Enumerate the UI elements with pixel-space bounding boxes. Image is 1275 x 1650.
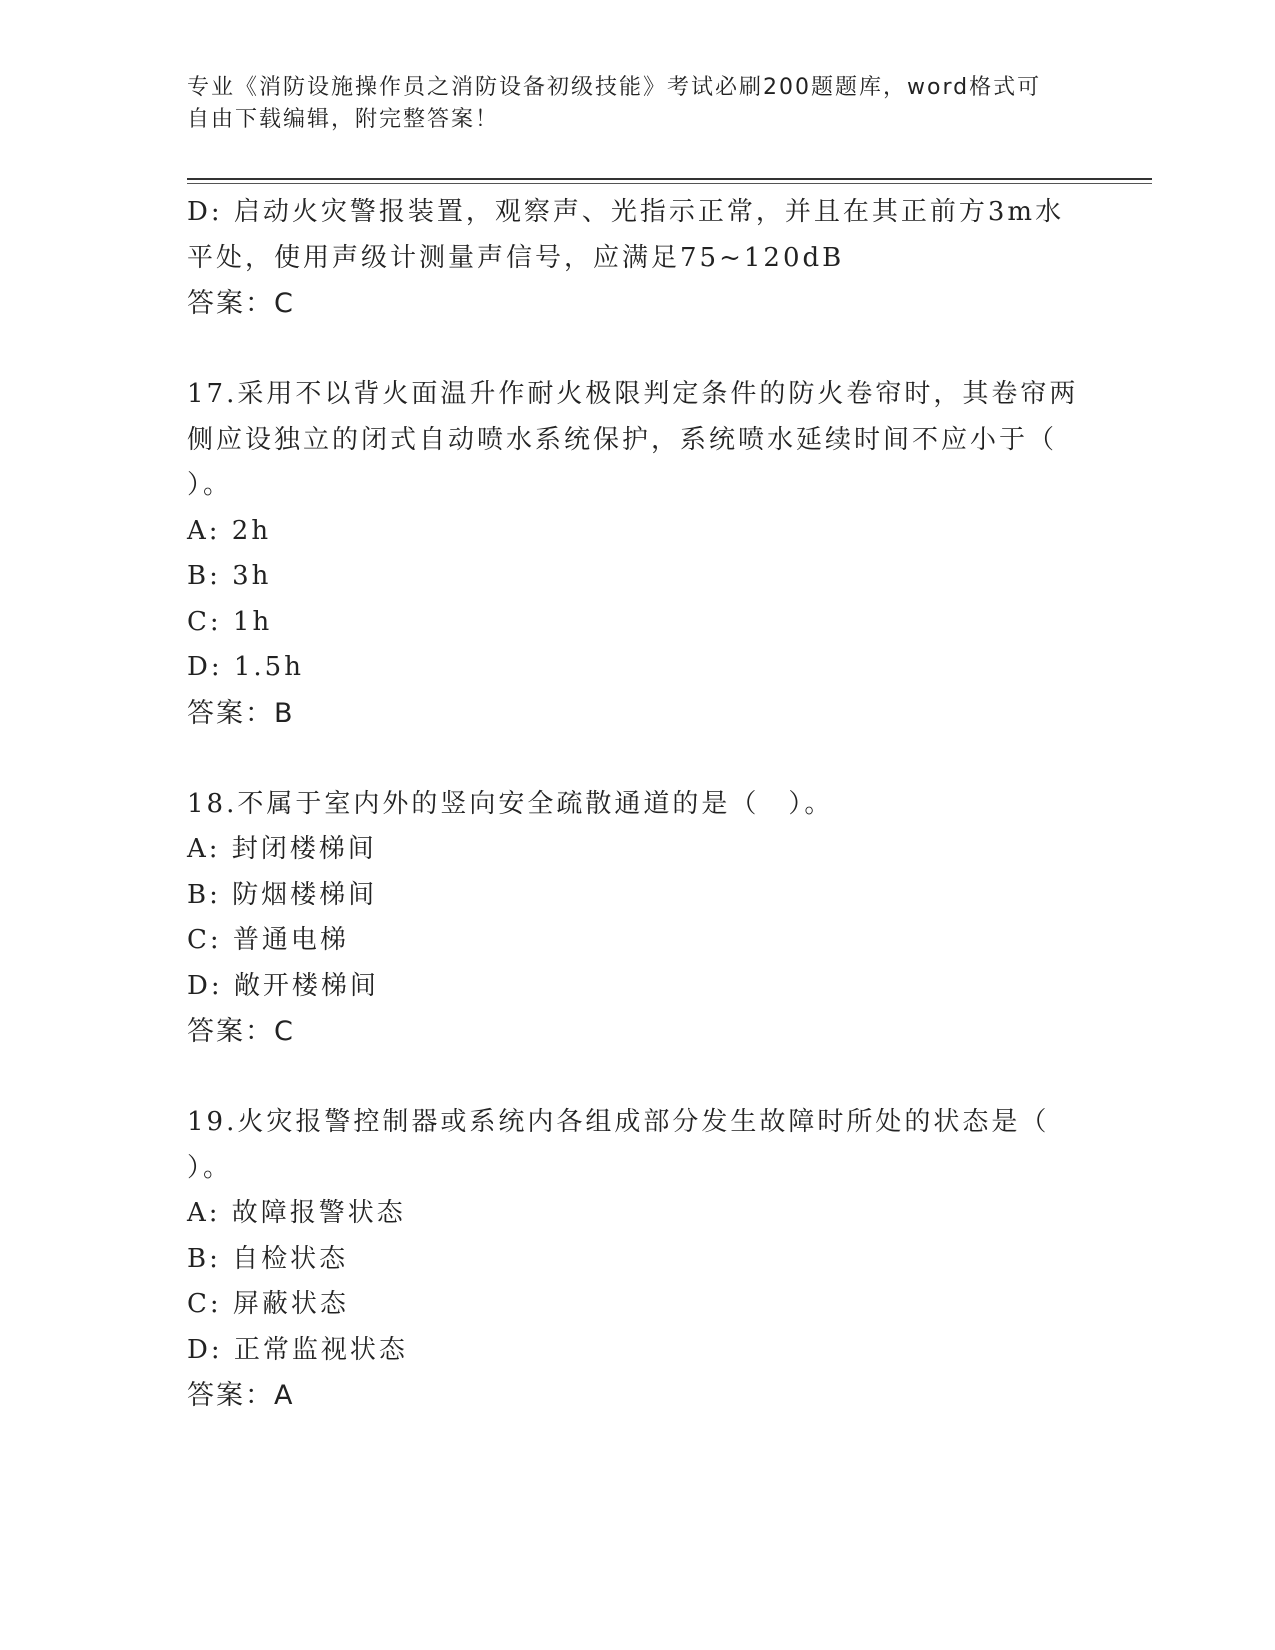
question-stem-line: 19.火灾报警控制器或系统内各组成部分发生故障时所处的状态是（ <box>187 1107 1050 1137</box>
option-b: B: 防烟楼梯间 <box>187 879 378 910</box>
option-c: C: 1h <box>187 606 273 637</box>
option-d: D: 正常监视状态 <box>187 1334 408 1365</box>
option-d: D: 敞开楼梯间 <box>187 970 379 1001</box>
answer-line: 答案：A <box>187 1380 295 1411</box>
question-stem-line: ）。 <box>187 470 233 500</box>
question-stem-line: 17.采用不以背火面温升作耐火极限判定条件的防火卷帘时，其卷帘两 <box>187 379 1079 409</box>
spacer <box>187 736 1087 782</box>
answer-line: 答案：B <box>187 697 295 729</box>
option-d-line-2: 平处，使用声级计测量声信号，应满足75~120dB <box>187 242 845 273</box>
option-c: C: 屏蔽状态 <box>187 1289 349 1319</box>
question-19 <box>187 1100 1087 1419</box>
header-divider-thick <box>187 178 1152 180</box>
question-list <box>187 190 1087 1419</box>
option-a: A: 2h <box>187 515 272 546</box>
spacer <box>187 1055 1087 1101</box>
answer-line: 答案：C <box>187 288 295 319</box>
option-b: B: 自检状态 <box>187 1243 349 1274</box>
option-b: B: 3h <box>187 561 272 591</box>
header-divider-thin <box>187 183 1152 184</box>
header-line-2: 自由下载编辑，附完整答案！ <box>187 107 500 132</box>
answer-line: 答案：C <box>187 1016 295 1047</box>
page-header <box>187 72 1067 136</box>
question-18 <box>187 782 1087 1055</box>
option-d: D: 1.5h <box>187 652 304 682</box>
option-a: A: 故障报警状态 <box>187 1198 406 1228</box>
spacer <box>187 327 1087 373</box>
option-d-line-1: D: 启动火灾警报装置，观察声、光指示正常，并且在其正前方3m水 <box>187 197 1065 227</box>
option-c: C: 普通电梯 <box>187 925 349 955</box>
header-line-1: 专业《消防设施操作员之消防设备初级技能》考试必刷200题题库，word格式可 <box>187 75 1042 100</box>
previous-question-tail <box>187 190 1087 327</box>
question-stem-line: 侧应设独立的闭式自动喷水系统保护，系统喷水延续时间不应小于（ <box>187 424 1058 455</box>
question-stem-line: ）。 <box>187 1152 233 1183</box>
option-a: A: 封闭楼梯间 <box>187 834 377 864</box>
question-17 <box>187 372 1087 736</box>
question-stem-line: 18.不属于室内外的竖向安全疏散通道的是（ ）。 <box>187 788 834 819</box>
